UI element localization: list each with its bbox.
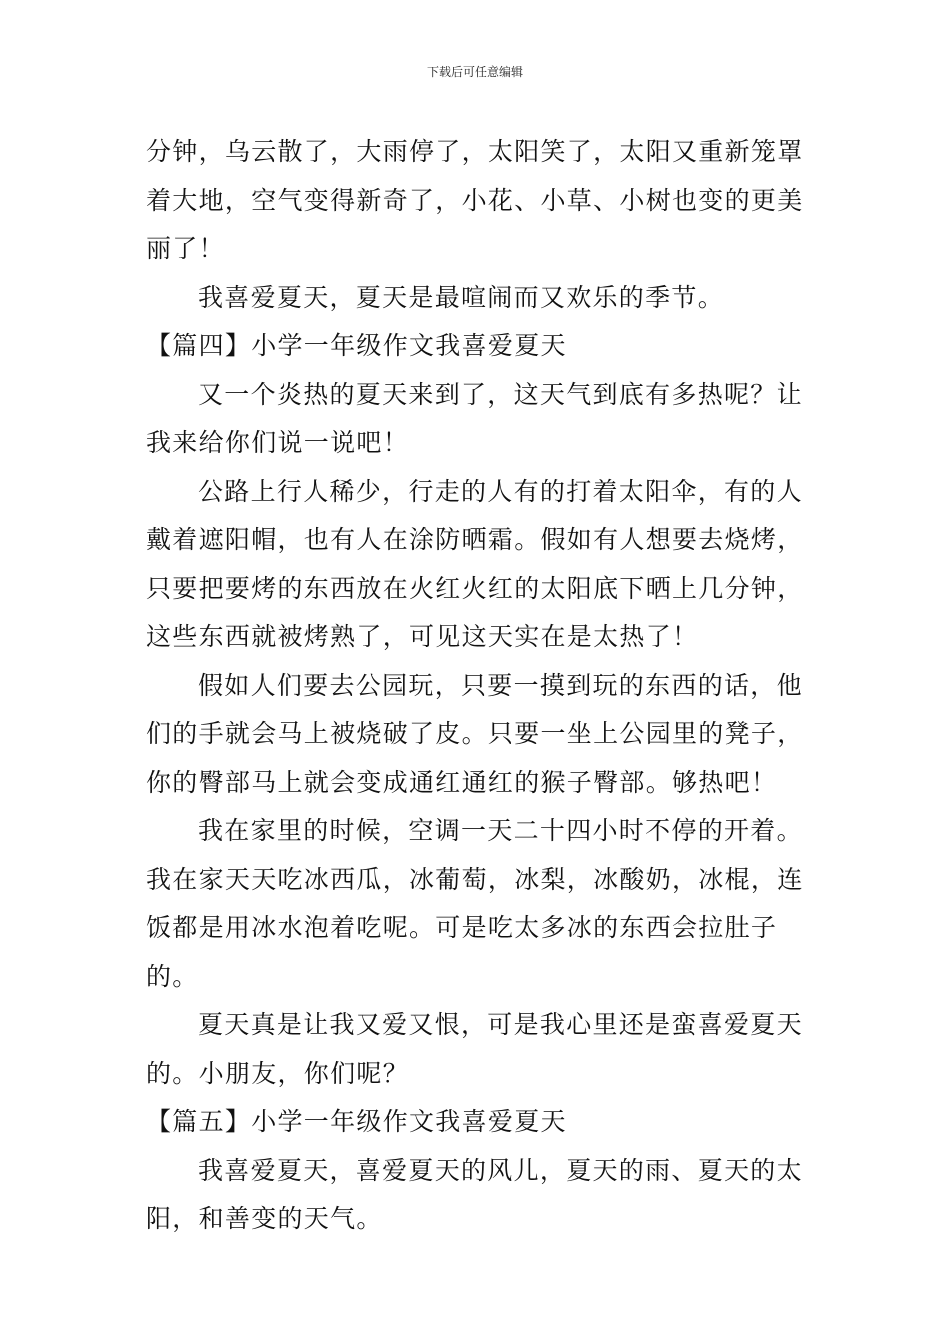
paragraph-5-1: 我喜爱夏天，喜爱夏天的风儿，夏天的雨、夏天的太阳，和善变的天气。 [146, 1155, 803, 1233]
document-body [146, 128, 810, 1244]
paragraph-summer-joy: 我喜爱夏天，夏天是最喧闹而又欢乐的季节。 [198, 282, 725, 312]
paragraph-4-1: 又一个炎热的夏天来到了，这天气到底有多热呢？让我来给你们说一说吧！ [146, 379, 803, 457]
paragraph-4-5: 夏天真是让我又爱又恨，可是我心里还是蛮喜爱夏天的。小朋友，你们呢？ [146, 1010, 803, 1088]
page-header-note: 下载后可任意编辑 [426, 65, 523, 79]
paragraph-4-3: 假如人们要去公园玩，只要一摸到玩的东西的话，他们的手就会马上被烧破了皮。只要一坐上公园里的凳子，你的臀部马上就会变成通红通红的猴子臀部。够热吧！ [146, 670, 804, 797]
section-heading-five: 【篇五】小学一年级作文我喜爱夏天 [146, 1107, 567, 1136]
paragraph-4-2: 公路上行人稀少，行走的人有的打着太阳伞，有的人戴着遮阳帽，也有人在涂防晒霜。假如有人想要去烧烤，只要把要烤的东西放在火红火红的太阳底下晒上几分钟，这些东西就被烤熟了，可见这天实在是太热了！ [146, 476, 804, 651]
paragraph-4-4: 我在家里的时候，空调一天二十四小时不停的开着。我在家天天吃冰西瓜，冰葡萄，冰梨，冰酸奶，冰棍，连饭都是用冰水泡着吃呢。可是吃太多冰的东西会拉肚子的。 [146, 816, 804, 991]
paragraph-continuation: 分钟，乌云散了，大雨停了，太阳笑了，太阳又重新笼罩着大地，空气变得新奇了，小花、小草、小树也变的更美丽了！ [146, 137, 804, 263]
section-heading-four: 【篇四】小学一年级作文我喜爱夏天 [146, 331, 567, 360]
